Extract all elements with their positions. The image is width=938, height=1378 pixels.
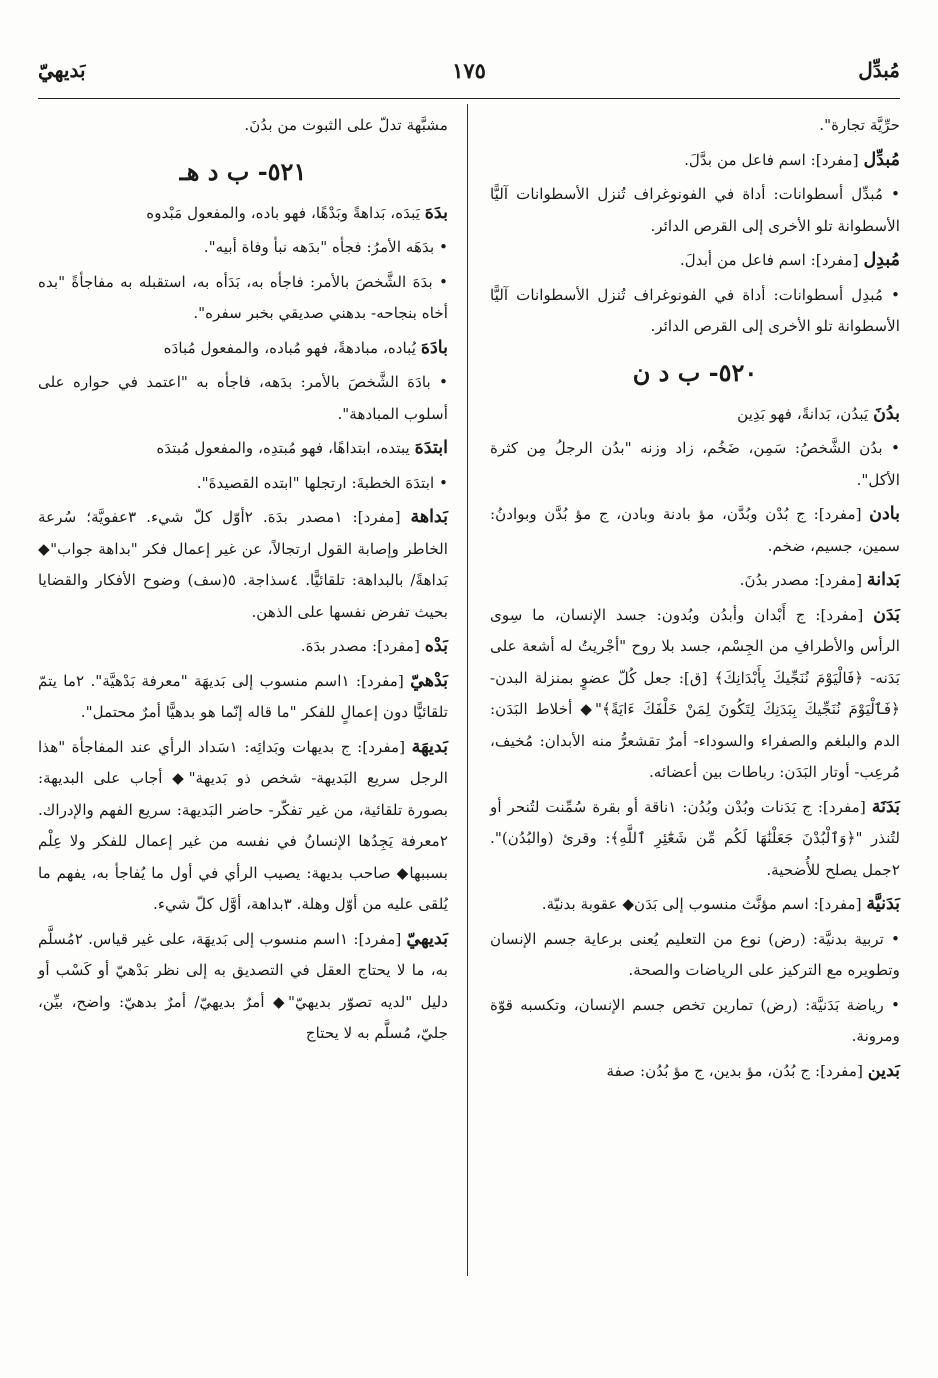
definition-text: يَبدَه، بَداهةً وبَدْهًا، فهو باده، والمفعول مَبْدوه: [146, 203, 425, 222]
dictionary-entry: [490, 600, 900, 789]
definition-text: • تربية بدنيَّة: (رض) نوع من التعليم يُعنى برعاية جسم الإنسان وتطويره مع التركيز على الرياضات والصحة.: [490, 929, 900, 979]
dictionary-entry: [38, 631, 448, 663]
page-header: [38, 58, 900, 92]
entry-text: [490, 280, 900, 343]
entry-text: [38, 367, 448, 430]
definition-text: يبتده، ابتداهًا، فهو مُبتدِه، والمفعول مُبتدَه: [156, 439, 415, 457]
entry-text: [490, 110, 900, 142]
dictionary-entry: [38, 924, 448, 1050]
definition-text: [مفرد]: ج بديهات وبَدائِه: ١سَداد الرأي عند المفاجأة "هذا الرجل سريع البَديهة- شخص ذو بَديهة"◆ أجاب على البديهة: بصورة تلقائية، من غير تفكّر- حاضر البَديهة: سريع الفهم والإدراك. ٢معرفة يَجِدُها الإنسانُ في نفسه من غير إعمال للفكر ولا عِلْم بسببها◆ صاحب بديهة: يصيب الرأي في أول ما يُفاجأ به، يفهم ما يُلقى عليه من أوّل وهلة. ٣بداهة، أوَّل كلّ شيء.: [38, 737, 448, 913]
dictionary-entry: [38, 433, 448, 465]
definition-text: [مفرد]: اسم فاعل من أبدلَ.: [679, 251, 864, 269]
definition-text: [مفرد]: مصدر بدَهَ.: [300, 637, 425, 655]
definition-text: • بدَهَ الشَّخصَ بالأمر: فاجأه به، بَدَأه به، استقبله به مفاجأةً "بده أخاه بنجاحه- بدهني صديقي بخبر سفره".: [38, 272, 448, 322]
dictionary-entry: [38, 198, 448, 230]
dictionary-entry: [490, 889, 900, 921]
dictionary-entry: [490, 399, 900, 431]
definition-text: مشبَّهة تدلّ على الثبوت من بدُنَ.: [244, 116, 448, 134]
definition-text: [مفرد]: ج بُدْن وبُدَّن، مؤ بادنة وبادن، ج مؤ بُدَّن وبوادنُ: سمين، جسيم، ضخم.: [490, 505, 900, 555]
definition-text: • ابتدَهَ الخطبةَ: ارتجلها "ابتده القصيدةَ".: [196, 473, 448, 492]
definition-text: يُباده، مبادهةً، فهو مُباده، والمفعول مُبادَه: [163, 338, 421, 357]
headword: بَدَنَة: [871, 796, 900, 817]
dictionary-entry: [490, 145, 900, 177]
headword: بَدْهيّ: [410, 670, 448, 691]
definition-text: • رياضة بَدَنيَّة: (رض) تمارين تخص جسم الإنسان، وتكسبه قوّة ومرونة.: [490, 995, 900, 1045]
definition-text: • مُبدِّل أسطوانات: أداة في الفونوغراف تُنزل الأسطوانات آليًّا الأسطوانة تلو الأخرى إلى القرص الدائر.: [490, 185, 900, 235]
dictionary-entry: [38, 732, 448, 921]
dictionary-entry: [38, 333, 448, 365]
definition-text: [مفرد]: مصدر بدُنَ.: [739, 571, 867, 589]
entry-text: [490, 990, 900, 1053]
root-section-heading: ٥٢١- ب د هـ: [179, 156, 307, 186]
dictionary-entry: [490, 499, 900, 562]
headword: بَدين: [867, 1060, 900, 1081]
definition-text: [مفرد]: ج بُدُن، مؤ بدين، ج مؤ بُدُن: صفة: [606, 1061, 868, 1080]
headword: بَدْه: [424, 636, 448, 656]
header-rule: [38, 98, 900, 99]
definition-text: [مفرد]: ج أَبْدان وأبدُن وبُدون: جسد الإنسان، ما سِوى الرأس والأطرافِ من الجِسْم، جسد بلا روح "أجْريتُ له أشعة على بَدَنه- ﴿فَالْيَوْمَ نُنَجِّيكَ بِأَبْدَانِكَ﴾ [ق]: جعل كُلّ عضوٍ بمنزلة البدن- ﴿فَٱلْيَوْمَ نُنَجِّيكَ بِبَدَنِكَ لِتَكُونَ لِمَنْ خَلْفَكَ ءَايَةً﴾"◆ أخلاط البَدَن: الدم والبلغم والصفراء والسوداء- أمرٌ تقشعرُّ منه الأبدان: مُخيف، مُرعِب- أوتار البَدَن: رباطات بين أعضائه.: [490, 605, 900, 781]
definition-text: حرِّيَّة تجارة".: [819, 116, 900, 134]
entry-text: [38, 468, 448, 500]
header-guide-word-left: بَديهيّ: [38, 58, 86, 82]
entry-text: [490, 924, 900, 987]
definition-text: يَبدُن، بَدانةً، فهو بَدِين: [737, 404, 874, 423]
definition-text: [مفرد]: اسم فاعل من بدَّلَ.: [684, 150, 864, 169]
definition-text: [مفرد]: ١اسم منسوب إلى بَديهَة "معرفة بَدْهيَّة". ٢ما يتمّ تلقائيًّا دون إعمالٍ للفكر "ما قاله إنّما هو بدهيًّا أمرٌ محتمل".: [38, 671, 448, 721]
definition-text: • مُبدِل أسطوانات: أداة في الفونوغراف تُنزل الأسطوانات آليًّا الأسطوانة تلو الأخرى إلى القرص الدائر.: [490, 285, 900, 335]
headword: بَداهة: [410, 507, 448, 527]
definition-text: [مفرد]: ١مصدر بدَهَ. ٢أوّل كلّ شيء. ٣عفويَّة؛ سُرعة الخاطر وإصابة القول ارتجالاً، عن غير إعمال فكر "بداهة جواب"◆ بَداهةً/ بالبداهة: تلقائيًّا. ٤سذاجة. ٥(سف) وضوح الأفكار والقضايا بحيث تفرض نفسها على الذهن.: [38, 508, 449, 621]
entry-text: [490, 179, 900, 242]
headword: بَدانة: [866, 570, 900, 590]
column-divider: [467, 104, 468, 1276]
headword: بدُنَ: [873, 403, 900, 424]
dictionary-entry: [490, 565, 900, 597]
page-number: ١٧٥: [452, 58, 486, 83]
dictionary-entry: [38, 502, 448, 628]
entry-text: [38, 267, 448, 330]
dictionary-entry: [490, 792, 900, 887]
headword: بادَهَ: [420, 337, 448, 358]
headword: بَدَنيَّة: [866, 894, 900, 914]
header-guide-word-right: مُبدِّل: [858, 58, 900, 82]
definition-text: [مفرد]: ج بَدَنات وبُدْن وبُدُن: ١ناقة أو بقرة سُمِّنت لتُنحر أو لتُنذر "﴿وَٱلْبُدْنَ جَعَلْنَٰهَا لَكُم مِّن شَعَٰٓئِرِ ٱللَّهِ﴾: وقرئ (والبُدُن)". ٢جمل يصلح للأُضحية.: [490, 797, 900, 879]
headword: بدَهَ: [424, 202, 448, 223]
dictionary-entry: [38, 666, 448, 729]
root-section-heading: ٥٢٠- ب د ن: [632, 357, 758, 387]
definition-text: • بادَهَ الشَّخصَ بالأمر: بدَهه، فاجأه به "اعتمد في حواره على أسلوب المبادهة".: [38, 373, 448, 423]
definition-text: • بدُن الشَّخصُ: سَمِن، ضَخُم، زاد وزنه "بدُن الرجلُ مِن كثرة الأكل".: [490, 439, 900, 489]
entry-text: [490, 433, 900, 496]
headword: ابتدَهَ: [414, 438, 448, 458]
headword: بَدَن: [873, 604, 900, 625]
definition-text: [مفرد]: اسم مؤنَّث منسوب إلى بَدَن◆ عقوبة بدنيّة.: [541, 895, 867, 913]
dictionary-entry: [490, 1056, 900, 1088]
headword: بَديهَة: [411, 736, 448, 757]
headword: مُبدِّل: [863, 149, 900, 170]
headword: بَديهيّ: [406, 928, 448, 949]
right-column: [490, 110, 900, 1090]
dictionary-entry: [490, 245, 900, 277]
headword: بادن: [869, 504, 900, 524]
definition-text: [مفرد]: ١اسم منسوب إلى بَديهَة، على غير قياس. ٢مُسلَّم به، ما لا يحتاج العقل في التصديق به إلى نظر بَدْهيّ أو كَسْب أو دليل "لديه تصوّر بديهيّ"◆ أمرٌ بديهيّ/ أمرٌ بدهيّ: واضح، بيِّن، جليّ، مُسلَّم به لا يحتاج: [38, 929, 448, 1042]
left-column: [38, 110, 448, 1053]
definition-text: • بدَهَه الأمرُ: فجأه "بدَهه نبأ وفاة أبيه".: [203, 238, 448, 256]
headword: مُبدِل: [863, 250, 900, 270]
entry-text: [38, 232, 448, 264]
entry-text: [38, 110, 448, 142]
